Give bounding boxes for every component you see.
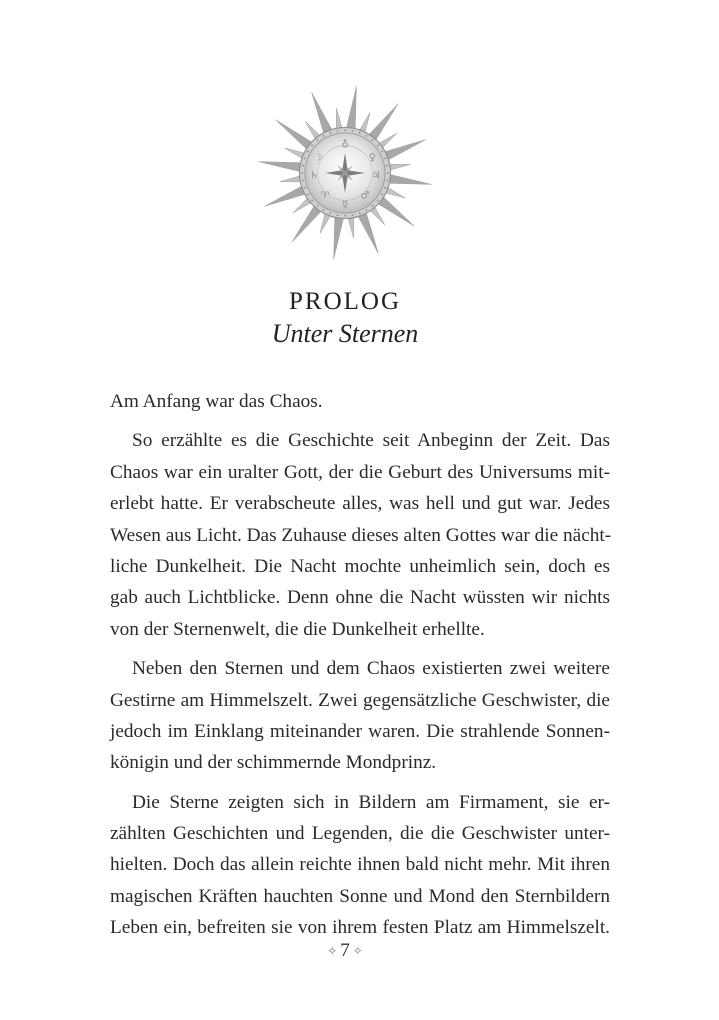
text-line: Chaos war ein uralter Gott, der die Geburt des Universums mit-: [110, 461, 610, 483]
rim-dot: [359, 212, 361, 214]
rim-dot: [384, 187, 386, 189]
text-line: Neben den Sternen und dem Chaos existierten zwei weitere: [132, 658, 610, 680]
svg-text:♀: ♀: [368, 152, 376, 164]
text-line: liche Dunkelheit. Die Nacht mochte unheimlich sein, doch es: [110, 555, 610, 577]
rim-dot: [301, 172, 303, 174]
rim-dot: [372, 205, 374, 207]
rim-dot: [302, 165, 304, 167]
text-line: erlebt hatte. Er verabscheute alles, was hell und gut war. Jedes: [110, 493, 610, 515]
rim-dot: [337, 130, 339, 132]
text-line: zählten Geschichten und Legenden, die die Geschwister unter-: [110, 823, 610, 845]
sun-ray: [329, 212, 344, 260]
paragraph: [110, 787, 610, 944]
rim-dot: [323, 209, 325, 211]
rim-dot: [377, 145, 379, 147]
sun-ray: [346, 86, 361, 134]
svg-text:♈: ♈: [320, 190, 330, 202]
rim-dot: [386, 165, 388, 167]
chapter-title: PROLOG: [288, 288, 401, 315]
rim-dot: [337, 214, 339, 216]
text-line: gab auch Lichtblicke. Denn ohne die Nacht wüssten wir nichts: [110, 587, 610, 609]
sun-ray: [258, 157, 306, 172]
text-line: königin und der schimmernde Mondprinz.: [110, 752, 437, 774]
paragraph: [110, 653, 610, 779]
svg-text:♃: ♃: [371, 170, 381, 182]
rim-dot: [384, 157, 386, 159]
rim-dot: [372, 139, 374, 141]
chapter-subtitle: Unter Sternen: [271, 319, 419, 348]
rim-dot: [377, 200, 379, 202]
text-line: Leben ein, befreiten sie von ihrem festen Platz am Himmelszelt.: [110, 917, 610, 939]
text-line: Die Sterne zeigten sich in Bildern am Firmament, sie er-: [132, 791, 610, 813]
text-line: hielten. Doch das allein reichte ihnen bald nicht mehr. Mit ihren: [110, 854, 610, 876]
svg-text:♁: ♁: [341, 139, 349, 151]
rim-dot: [307, 151, 309, 153]
rim-dot: [387, 172, 389, 174]
sun-ray: [384, 174, 432, 189]
rim-dot: [304, 187, 306, 189]
text-line: Am Anfang war das Chaos.: [110, 391, 323, 412]
page-number: [0, 940, 690, 962]
rim-dot: [304, 157, 306, 159]
rim-dot: [329, 132, 331, 134]
rim-dot: [317, 139, 319, 141]
rim-dot: [307, 193, 309, 195]
rim-dot: [381, 151, 383, 153]
rim-dot: [302, 180, 304, 182]
text-line: magischen Kräften hauchten Sonne und Mond den Sternbildern: [110, 885, 610, 907]
page-number-value: 7: [340, 940, 350, 961]
rim-dot: [317, 205, 319, 207]
svg-text:☿: ☿: [341, 199, 349, 211]
svg-text:♄: ♄: [309, 170, 319, 182]
rim-dot: [352, 130, 354, 132]
svg-text:☽: ☽: [313, 152, 323, 164]
rim-dot: [311, 200, 313, 202]
rim-dot: [365, 135, 367, 137]
body-text: [110, 386, 610, 944]
rim-dot: [329, 212, 331, 214]
rim-dot: [359, 132, 361, 134]
paragraph: [110, 386, 610, 417]
rim-dot: [344, 129, 346, 131]
rim-dot: [365, 209, 367, 211]
rim-dot: [381, 193, 383, 195]
paragraph: [110, 425, 610, 645]
rim-dot: [311, 145, 313, 147]
svg-text:♂: ♂: [360, 190, 370, 202]
rim-dot: [344, 215, 346, 217]
text-line: So erzählte es die Geschichte seit Anbeginn der Zeit. Das: [132, 430, 610, 452]
text-line: Wesen aus Licht. Das Zuhause dieses alten Gottes war die nächt-: [110, 524, 612, 546]
sun-zodiac-emblem-icon: [254, 82, 436, 264]
rim-dot: [323, 135, 325, 137]
text-line: von der Sternenwelt, die die Dunkelheit erhellte.: [110, 618, 485, 640]
rim-dot: [352, 214, 354, 216]
text-line: jedoch im Einklang miteinander waren. Die strahlende Sonnen-: [110, 720, 610, 742]
ornament-right-icon: ✧: [352, 944, 363, 959]
ornament-left-icon: ✧: [327, 944, 338, 959]
rim-dot: [386, 180, 388, 182]
text-line: Gestirne am Himmelszelt. Zwei gegensätzliche Geschwister, die: [110, 689, 610, 711]
